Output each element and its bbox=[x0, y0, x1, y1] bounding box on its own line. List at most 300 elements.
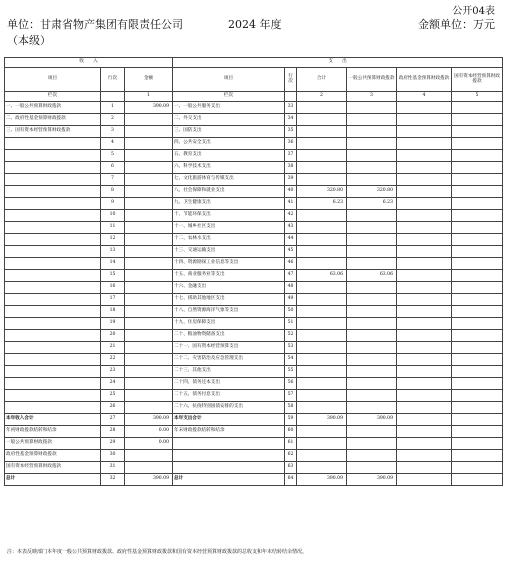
table-cell bbox=[5, 198, 101, 210]
table-cell bbox=[397, 126, 452, 138]
table-cell bbox=[297, 306, 347, 318]
table-cell bbox=[452, 102, 503, 114]
table-cell: 41 bbox=[285, 198, 297, 210]
table-cell bbox=[347, 174, 397, 186]
table-cell bbox=[347, 306, 397, 318]
table-cell: 36 bbox=[285, 138, 297, 150]
table-cell bbox=[397, 366, 452, 378]
table-cell: 26 bbox=[101, 402, 125, 414]
table-cell: 十六、金融支出 bbox=[173, 282, 285, 294]
table-cell bbox=[5, 258, 101, 270]
table-cell: 40 bbox=[285, 186, 297, 198]
table-cell: 46 bbox=[285, 258, 297, 270]
expense-total-header: 合计 bbox=[297, 68, 347, 92]
table-cell bbox=[297, 294, 347, 306]
table-cell: 本年收入合计 bbox=[5, 414, 101, 426]
table-cell bbox=[125, 258, 173, 270]
table-cell bbox=[5, 210, 101, 222]
table-cell bbox=[397, 390, 452, 402]
table-cell: 390.09 bbox=[297, 414, 347, 426]
table-cell: 33 bbox=[285, 102, 297, 114]
table-cell bbox=[452, 198, 503, 210]
table-cell: 十九、住房保障支出 bbox=[173, 318, 285, 330]
table-cell: 本年支出合计 bbox=[173, 414, 285, 426]
table-cell bbox=[125, 186, 173, 198]
table-cell: 四、公共安全支出 bbox=[173, 138, 285, 150]
table-cell bbox=[397, 414, 452, 426]
table-cell bbox=[347, 210, 397, 222]
table-cell: 0.00 bbox=[125, 438, 173, 450]
table-cell bbox=[297, 402, 347, 414]
table-cell bbox=[173, 450, 285, 462]
table-cell: 10 bbox=[101, 210, 125, 222]
table-cell bbox=[397, 210, 452, 222]
table-cell bbox=[297, 102, 347, 114]
table-cell bbox=[5, 282, 101, 294]
table-row bbox=[5, 114, 503, 126]
table-cell bbox=[347, 426, 397, 438]
table-cell bbox=[397, 294, 452, 306]
table-cell bbox=[397, 186, 452, 198]
table-row bbox=[5, 174, 503, 186]
table-cell bbox=[452, 234, 503, 246]
table-cell bbox=[125, 126, 173, 138]
table-cell bbox=[397, 270, 452, 282]
unit-label: 单位：甘肃省物产集团有限责任公司 bbox=[7, 18, 183, 31]
table-cell: 年初财政拨款结转和结余 bbox=[5, 426, 101, 438]
table-cell: 一、一般公共服务支出 bbox=[173, 102, 285, 114]
form-code: 公开04表 bbox=[452, 6, 495, 17]
table-cell: 60 bbox=[285, 426, 297, 438]
table-cell bbox=[347, 450, 397, 462]
table-cell bbox=[5, 306, 101, 318]
expense-line-header: 行次 bbox=[285, 68, 297, 92]
table-row bbox=[5, 318, 503, 330]
table-cell bbox=[125, 366, 173, 378]
index-cell: 栏次 bbox=[5, 92, 101, 102]
table-cell bbox=[5, 330, 101, 342]
index-cell: 4 bbox=[397, 92, 452, 102]
table-cell bbox=[452, 294, 503, 306]
table-cell: 6 bbox=[101, 162, 125, 174]
table-cell: 59 bbox=[285, 414, 297, 426]
table-cell: 六、科学技术支出 bbox=[173, 162, 285, 174]
table-cell bbox=[297, 234, 347, 246]
table-cell bbox=[125, 210, 173, 222]
table-cell bbox=[5, 354, 101, 366]
footnote: 注：本表反映部门本年度一般公共预算财政拨款、政府性基金预算财政拨款和国有资本经营预算财政拨款的总收支和年末结转结余情况。 bbox=[7, 549, 308, 555]
table-cell: 320.80 bbox=[297, 186, 347, 198]
table-cell bbox=[125, 462, 173, 474]
table-cell bbox=[297, 150, 347, 162]
income-line-header: 行次 bbox=[101, 68, 125, 92]
table-cell bbox=[297, 438, 347, 450]
table-cell bbox=[397, 222, 452, 234]
table-row bbox=[5, 450, 503, 462]
table-cell bbox=[397, 402, 452, 414]
report-year: 2024 年度 bbox=[228, 18, 282, 31]
table-cell: 44 bbox=[285, 234, 297, 246]
table-cell: 47 bbox=[285, 270, 297, 282]
table-cell bbox=[125, 234, 173, 246]
table-cell: 62 bbox=[285, 450, 297, 462]
table-cell bbox=[125, 162, 173, 174]
table-cell: 十五、商业服务业等支出 bbox=[173, 270, 285, 282]
table-cell bbox=[297, 426, 347, 438]
table-cell: 十八、自然资源海洋气象等支出 bbox=[173, 306, 285, 318]
table-cell bbox=[297, 258, 347, 270]
table-cell bbox=[452, 318, 503, 330]
table-cell: 31 bbox=[101, 462, 125, 474]
table-cell: 390.09 bbox=[347, 474, 397, 486]
table-cell: 5 bbox=[101, 150, 125, 162]
table-cell bbox=[347, 330, 397, 342]
table-cell bbox=[125, 450, 173, 462]
table-cell bbox=[347, 402, 397, 414]
table-cell: 二、外交支出 bbox=[173, 114, 285, 126]
table-cell bbox=[347, 222, 397, 234]
table-cell: 21 bbox=[101, 342, 125, 354]
table-cell bbox=[452, 402, 503, 414]
table-cell: 57 bbox=[285, 390, 297, 402]
table-cell bbox=[125, 390, 173, 402]
unit-label-line2: （本级） bbox=[7, 34, 51, 47]
table-cell bbox=[125, 306, 173, 318]
table-cell bbox=[452, 462, 503, 474]
table-cell bbox=[452, 414, 503, 426]
table-cell bbox=[397, 102, 452, 114]
index-cell: 1 bbox=[125, 92, 173, 102]
table-row bbox=[5, 438, 503, 450]
table-cell bbox=[5, 318, 101, 330]
table-cell bbox=[297, 222, 347, 234]
table-cell: 12 bbox=[101, 234, 125, 246]
table-cell bbox=[297, 462, 347, 474]
table-cell: 38 bbox=[285, 162, 297, 174]
table-cell bbox=[452, 474, 503, 486]
table-cell bbox=[397, 282, 452, 294]
table-cell: 七、文化旅游体育与传媒支出 bbox=[173, 174, 285, 186]
table-cell bbox=[297, 114, 347, 126]
table-cell bbox=[5, 234, 101, 246]
table-cell bbox=[397, 330, 452, 342]
table-cell: 17 bbox=[101, 294, 125, 306]
table-cell: 二十一、国有资本经营预算支出 bbox=[173, 342, 285, 354]
table-cell bbox=[297, 210, 347, 222]
table-cell bbox=[397, 378, 452, 390]
table-cell bbox=[452, 378, 503, 390]
table-cell bbox=[125, 246, 173, 258]
table-cell bbox=[5, 162, 101, 174]
table-cell bbox=[125, 330, 173, 342]
table-cell bbox=[452, 450, 503, 462]
table-cell bbox=[5, 150, 101, 162]
amount-unit: 金额单位：万元 bbox=[418, 18, 495, 31]
table-cell: 32 bbox=[101, 474, 125, 486]
index-cell bbox=[101, 92, 125, 102]
table-cell: 34 bbox=[285, 114, 297, 126]
table-cell bbox=[125, 198, 173, 210]
table-cell: 三、国防支出 bbox=[173, 126, 285, 138]
table-cell: 五、教育支出 bbox=[173, 150, 285, 162]
table-cell bbox=[452, 162, 503, 174]
table-cell bbox=[452, 342, 503, 354]
table-row bbox=[5, 186, 503, 198]
table-cell bbox=[125, 294, 173, 306]
table-cell: 43 bbox=[285, 222, 297, 234]
table-cell: 国有资本经营预算财政拨款 bbox=[5, 462, 101, 474]
table-cell bbox=[297, 366, 347, 378]
table-cell: 总计 bbox=[173, 474, 285, 486]
table-cell bbox=[397, 114, 452, 126]
income-item-header: 项目 bbox=[5, 68, 101, 92]
table-cell: 0.00 bbox=[125, 426, 173, 438]
table-cell: 29 bbox=[101, 438, 125, 450]
table-row bbox=[5, 306, 503, 318]
table-cell bbox=[452, 354, 503, 366]
table-cell bbox=[5, 174, 101, 186]
table-cell bbox=[347, 378, 397, 390]
table-cell: 55 bbox=[285, 366, 297, 378]
table-cell: 4 bbox=[101, 138, 125, 150]
table-cell bbox=[297, 126, 347, 138]
table-cell bbox=[452, 186, 503, 198]
table-cell: 14 bbox=[101, 258, 125, 270]
table-cell: 45 bbox=[285, 246, 297, 258]
table-cell: 63.06 bbox=[347, 270, 397, 282]
table-cell: 20 bbox=[101, 330, 125, 342]
table-cell bbox=[125, 138, 173, 150]
table-cell: 政府性基金预算财政拨款 bbox=[5, 450, 101, 462]
index-cell: 5 bbox=[452, 92, 503, 102]
table-cell bbox=[397, 258, 452, 270]
table-cell bbox=[452, 246, 503, 258]
table-cell bbox=[297, 174, 347, 186]
table-cell bbox=[125, 150, 173, 162]
table-cell bbox=[452, 270, 503, 282]
table-row bbox=[5, 138, 503, 150]
table-cell: 二十五、债务付息支出 bbox=[173, 390, 285, 402]
table-cell bbox=[5, 342, 101, 354]
income-header: 收 入 bbox=[5, 58, 173, 68]
table-row bbox=[5, 282, 503, 294]
table-cell: 50 bbox=[285, 306, 297, 318]
table-cell bbox=[347, 138, 397, 150]
table-cell bbox=[452, 390, 503, 402]
table-cell bbox=[297, 282, 347, 294]
table-cell: 二十四、债务还本支出 bbox=[173, 378, 285, 390]
table-row bbox=[5, 378, 503, 390]
table-cell: 二十二、灾害防治及应急管理支出 bbox=[173, 354, 285, 366]
table-cell bbox=[347, 390, 397, 402]
table-cell bbox=[397, 150, 452, 162]
table-cell bbox=[452, 426, 503, 438]
table-cell bbox=[5, 246, 101, 258]
table-row bbox=[5, 162, 503, 174]
table-cell: 三、国有资本经营预算财政拨款 bbox=[5, 126, 101, 138]
table-cell: 53 bbox=[285, 342, 297, 354]
table-cell bbox=[347, 258, 397, 270]
table-cell: 一、一般公共预算财政拨款 bbox=[5, 102, 101, 114]
table-cell: 28 bbox=[101, 426, 125, 438]
table-cell: 25 bbox=[101, 390, 125, 402]
table-cell: 27 bbox=[101, 414, 125, 426]
table-cell bbox=[5, 186, 101, 198]
table-cell bbox=[452, 126, 503, 138]
table-cell bbox=[347, 234, 397, 246]
table-cell bbox=[397, 426, 452, 438]
table-cell bbox=[452, 174, 503, 186]
table-cell: 35 bbox=[285, 126, 297, 138]
table-cell: 十七、援助其他地区支出 bbox=[173, 294, 285, 306]
table-cell: 八、社会保障和就业支出 bbox=[173, 186, 285, 198]
table-cell: 63 bbox=[285, 462, 297, 474]
table-row bbox=[5, 354, 503, 366]
table-cell: 320.80 bbox=[347, 186, 397, 198]
table-cell: 52 bbox=[285, 330, 297, 342]
table-cell bbox=[297, 354, 347, 366]
table-cell bbox=[125, 282, 173, 294]
table-cell bbox=[5, 294, 101, 306]
table-row bbox=[5, 390, 503, 402]
table-cell: 十、节能环保支出 bbox=[173, 210, 285, 222]
table-row bbox=[5, 102, 503, 114]
table-cell bbox=[347, 366, 397, 378]
table-cell bbox=[452, 222, 503, 234]
table-cell: 390.09 bbox=[347, 414, 397, 426]
table-row bbox=[5, 246, 503, 258]
table-row bbox=[5, 414, 503, 426]
table-cell: 15 bbox=[101, 270, 125, 282]
table-row bbox=[5, 198, 503, 210]
table-row bbox=[5, 270, 503, 282]
table-cell bbox=[452, 282, 503, 294]
table-cell bbox=[397, 474, 452, 486]
table-cell: 51 bbox=[285, 318, 297, 330]
table-cell bbox=[452, 210, 503, 222]
table-cell: 390.09 bbox=[125, 102, 173, 114]
table-cell: 13 bbox=[101, 246, 125, 258]
table-cell: 11 bbox=[101, 222, 125, 234]
table-cell bbox=[297, 246, 347, 258]
table-cell bbox=[397, 246, 452, 258]
table-cell bbox=[397, 462, 452, 474]
table-cell: 6.23 bbox=[297, 198, 347, 210]
index-cell: 3 bbox=[347, 92, 397, 102]
table-cell: 30 bbox=[101, 450, 125, 462]
income-amount-header: 金额 bbox=[125, 68, 173, 92]
table-cell: 9 bbox=[101, 198, 125, 210]
index-cell bbox=[285, 92, 297, 102]
table-row bbox=[5, 258, 503, 270]
table-cell: 3 bbox=[101, 126, 125, 138]
fiscal-appropriation-table bbox=[4, 57, 503, 486]
table-cell: 十三、交通运输支出 bbox=[173, 246, 285, 258]
table-cell bbox=[125, 114, 173, 126]
table-cell bbox=[397, 450, 452, 462]
general-budget-header: 一般公共预算财政拨款 bbox=[347, 68, 397, 92]
table-cell bbox=[5, 402, 101, 414]
table-row bbox=[5, 462, 503, 474]
table-cell bbox=[5, 366, 101, 378]
table-cell bbox=[297, 162, 347, 174]
table-cell bbox=[347, 318, 397, 330]
table-cell bbox=[397, 174, 452, 186]
table-cell bbox=[397, 138, 452, 150]
table-cell: 49 bbox=[285, 294, 297, 306]
table-cell: 61 bbox=[285, 438, 297, 450]
table-row bbox=[5, 474, 503, 486]
index-cell: 栏次 bbox=[173, 92, 285, 102]
table-row bbox=[5, 426, 503, 438]
table-cell bbox=[347, 162, 397, 174]
table-cell: 二十三、其他支出 bbox=[173, 366, 285, 378]
table-cell bbox=[397, 342, 452, 354]
table-cell: 十一、城乡社区支出 bbox=[173, 222, 285, 234]
table-cell: 年末财政拨款结转和结余 bbox=[173, 426, 285, 438]
table-cell bbox=[125, 222, 173, 234]
index-cell: 2 bbox=[297, 92, 347, 102]
table-cell: 24 bbox=[101, 378, 125, 390]
table-cell bbox=[347, 354, 397, 366]
table-cell: 19 bbox=[101, 318, 125, 330]
table-cell bbox=[173, 462, 285, 474]
table-cell: 二十、粮油物资储备支出 bbox=[173, 330, 285, 342]
table-cell bbox=[347, 438, 397, 450]
table-cell: 十四、资源勘探工业信息等支出 bbox=[173, 258, 285, 270]
table-cell bbox=[347, 126, 397, 138]
table-cell: 二十六、抗疫特别国债安排的支出 bbox=[173, 402, 285, 414]
table-cell bbox=[452, 366, 503, 378]
table-cell bbox=[347, 150, 397, 162]
table-cell bbox=[452, 306, 503, 318]
table-cell: 二、政府性基金预算财政拨款 bbox=[5, 114, 101, 126]
table-cell bbox=[347, 114, 397, 126]
table-cell bbox=[5, 222, 101, 234]
table-cell bbox=[452, 150, 503, 162]
table-cell bbox=[297, 450, 347, 462]
table-cell: 54 bbox=[285, 354, 297, 366]
table-cell: 18 bbox=[101, 306, 125, 318]
table-cell: 23 bbox=[101, 366, 125, 378]
table-cell: 58 bbox=[285, 402, 297, 414]
table-cell bbox=[347, 294, 397, 306]
table-row bbox=[5, 342, 503, 354]
fund-budget-header: 政府性基金预算财政拨款 bbox=[397, 68, 452, 92]
table-cell bbox=[125, 318, 173, 330]
table-cell: 十二、农林水支出 bbox=[173, 234, 285, 246]
table-cell: 16 bbox=[101, 282, 125, 294]
table-cell bbox=[125, 378, 173, 390]
table-row bbox=[5, 150, 503, 162]
table-cell bbox=[297, 342, 347, 354]
table-cell: 63.06 bbox=[297, 270, 347, 282]
table-row bbox=[5, 126, 503, 138]
table-cell bbox=[297, 138, 347, 150]
table-cell bbox=[397, 234, 452, 246]
table-cell bbox=[347, 246, 397, 258]
table-cell: 48 bbox=[285, 282, 297, 294]
table-cell: 22 bbox=[101, 354, 125, 366]
table-cell bbox=[347, 102, 397, 114]
table-cell: 390.09 bbox=[125, 474, 173, 486]
table-cell bbox=[297, 378, 347, 390]
table-row bbox=[5, 210, 503, 222]
table-cell bbox=[452, 114, 503, 126]
table-cell bbox=[397, 354, 452, 366]
table-cell bbox=[125, 174, 173, 186]
table-cell: 九、卫生健康支出 bbox=[173, 198, 285, 210]
